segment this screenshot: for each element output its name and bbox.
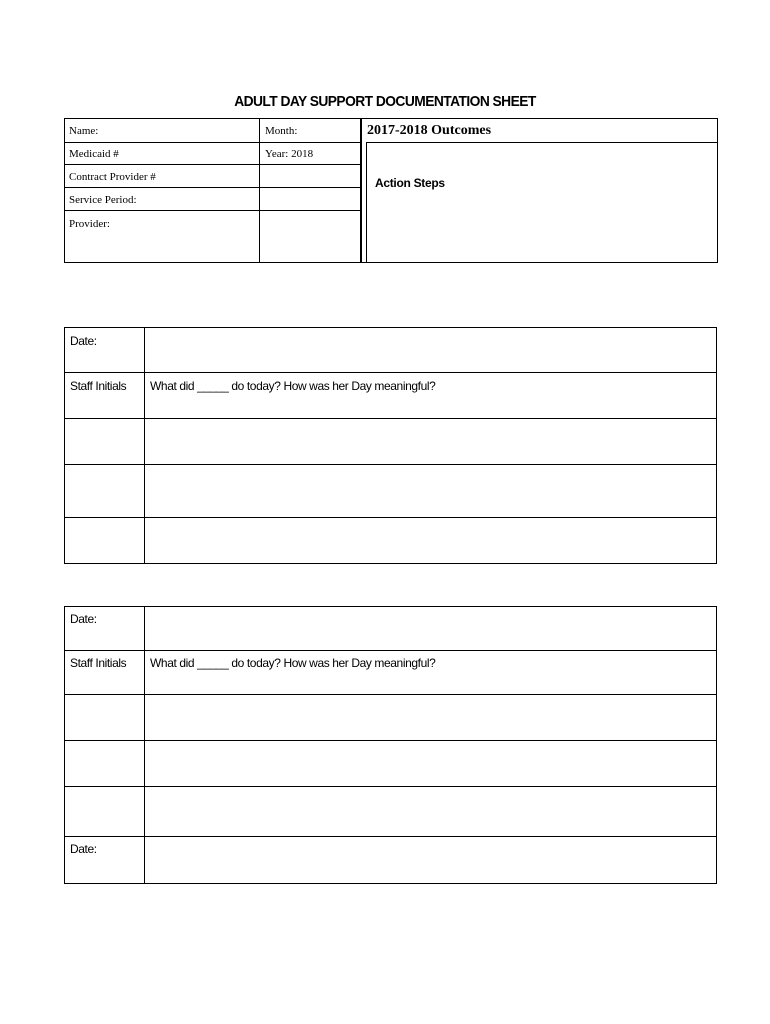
date-label: Date:: [70, 842, 97, 856]
date-label: Date:: [70, 334, 97, 348]
date-field[interactable]: [145, 607, 716, 649]
notes-field[interactable]: [145, 518, 716, 563]
daily-prompt: What did _____ do today? How was her Day meaningful?: [150, 656, 436, 670]
info-divider: [259, 118, 260, 263]
log-row-line: [64, 372, 717, 373]
date-field[interactable]: [145, 837, 716, 883]
notes-field[interactable]: [145, 419, 716, 463]
page-title: ADULT DAY SUPPORT DOCUMENTATION SHEET: [234, 93, 536, 110]
daily-prompt: What did _____ do today? How was her Day meaningful?: [150, 379, 436, 393]
name-label: Name:: [69, 125, 99, 137]
staff-initials-label: Staff Initials: [70, 379, 127, 393]
notes-field[interactable]: [145, 695, 716, 739]
provider-field[interactable]: [261, 211, 360, 262]
outcomes-border: [361, 118, 718, 263]
contract-provider-field[interactable]: [261, 165, 360, 186]
log-row-line: [64, 650, 717, 651]
notes-field[interactable]: [145, 465, 716, 516]
outcomes-heading: 2017-2018 Outcomes: [367, 123, 492, 138]
notes-field[interactable]: [145, 741, 716, 785]
service-period-field[interactable]: [261, 188, 360, 209]
contract-provider-label: Contract Provider #: [69, 171, 156, 183]
outcomes-inner-left: [366, 142, 367, 263]
info-row-line: [64, 142, 361, 143]
year-label: Year: 2018: [265, 148, 314, 160]
provider-label: Provider:: [69, 218, 110, 230]
staff-initials-label: Staff Initials: [70, 656, 127, 670]
action-steps-label: Action Steps: [375, 176, 445, 190]
service-period-label: Service Period:: [69, 194, 137, 206]
date-field[interactable]: [145, 328, 716, 371]
medicaid-label: Medicaid #: [69, 148, 119, 160]
date-label: Date:: [70, 612, 97, 626]
outcomes-divider: [366, 142, 718, 143]
notes-field[interactable]: [145, 787, 716, 835]
month-label: Month:: [265, 125, 298, 137]
